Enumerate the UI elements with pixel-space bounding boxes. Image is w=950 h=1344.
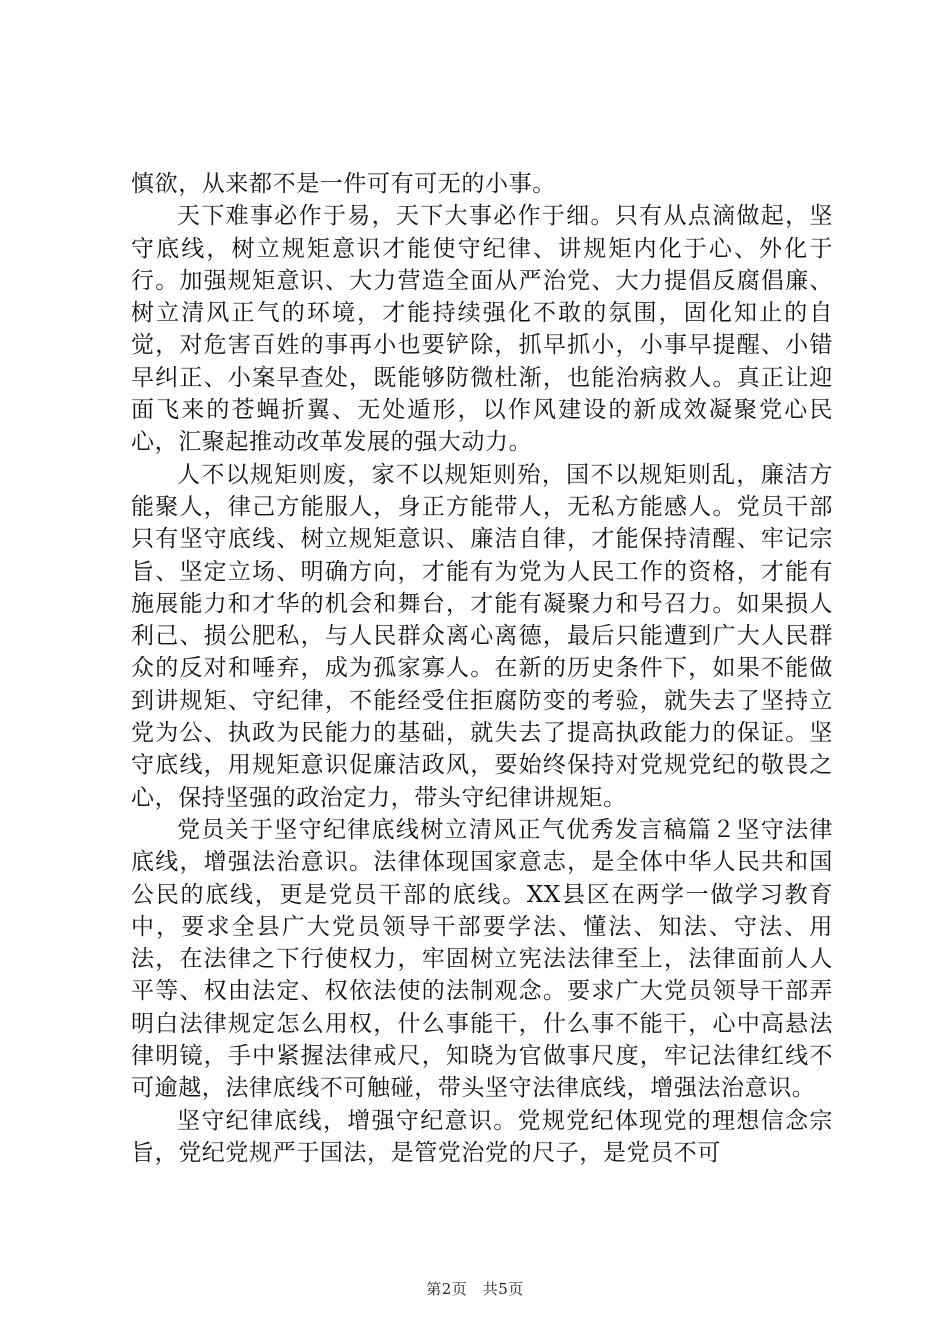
page-number-footer: 第2页 共5页 [426,1280,524,1298]
paragraph-4: 党员关于坚守纪律底线树立清风正气优秀发言稿篇２坚守法律底线，增强法治意识。法律体现国家意志，是全体中华人民共和国公民的底线，更是党员干部的底线。XX县区在两学一做学习教育中，要求全县广大党员领导干部要学法、懂法、知法、守法、用法，在法律之下行使权力，牢固树立宪法法律至上，法律面前人人平等、权由法定、权依法使的法制观念。要求广大党员领导干部弄明白法律规定怎么用权，什么事能干，什么事不能干，心中高悬法律明镜，手中紧握法律戒尺，知晓为官做事尺度，牢记法律红线不可逾越，法律底线不可触碰，带头坚守法律底线，增强法治意识。 [131,816,833,1102]
paragraph-5: 坚守纪律底线，增强守纪意识。党规党纪体现党的理想信念宗旨，党纪党规严于国法，是管党治党的尺子，是党员不可 [131,1107,833,1166]
document-body [131,168,833,1169]
paragraph-3: 人不以规矩则废，家不以规矩则殆，国不以规矩则乱，廉洁方能聚人，律己方能服人，身正方能带人，无私方能感人。党员干部只有坚守底线、树立规矩意识、廉洁自律，才能保持清醒、牢记宗旨、坚定立场、明确方向，才能有为党为人民工作的资格，才能有施展能力和才华的机会和舞台，才能有凝聚力和号召力。如果损人利己、损公肥私，与人民群众离心离德，最后只能遭到广大人民群众的反对和唾弃，成为孤家寡人。在新的历史条件下，如果不能做到讲规矩、守纪律，不能经受住拒腐防变的考验，就失去了坚持立党为公、执政为民能力的基础，就失去了提高执政能力的保证。坚守底线，用规矩意识促廉洁政风，要始终保持对党规党纪的敬畏之心，保持坚强的政治定力，带头守纪律讲规矩。 [131,461,833,811]
paragraph-1: 慎欲，从来都不是一件可有可无的小事。 [131,171,556,197]
paragraph-2: 天下难事必作于易，天下大事必作于细。只有从点滴做起，坚守底线，树立规矩意识才能使守纪律、讲规矩内化于心、外化于行。加强规矩意识、大力营造全面从严治党、大力提倡反腐倡廉、树立清风正气的环境，才能持续强化不敢的氛围，固化知止的自觉，对危害百姓的事再小也要铲除，抓早抓小，小事早提醒、小错早纠正、小案早查处，既能够防微杜渐，也能治病救人。真正让迎面飞来的苍蝇折翼、无处遁形，以作风建设的新成效凝聚党心民心，汇聚起推动改革发展的强大动力。 [131,203,833,456]
